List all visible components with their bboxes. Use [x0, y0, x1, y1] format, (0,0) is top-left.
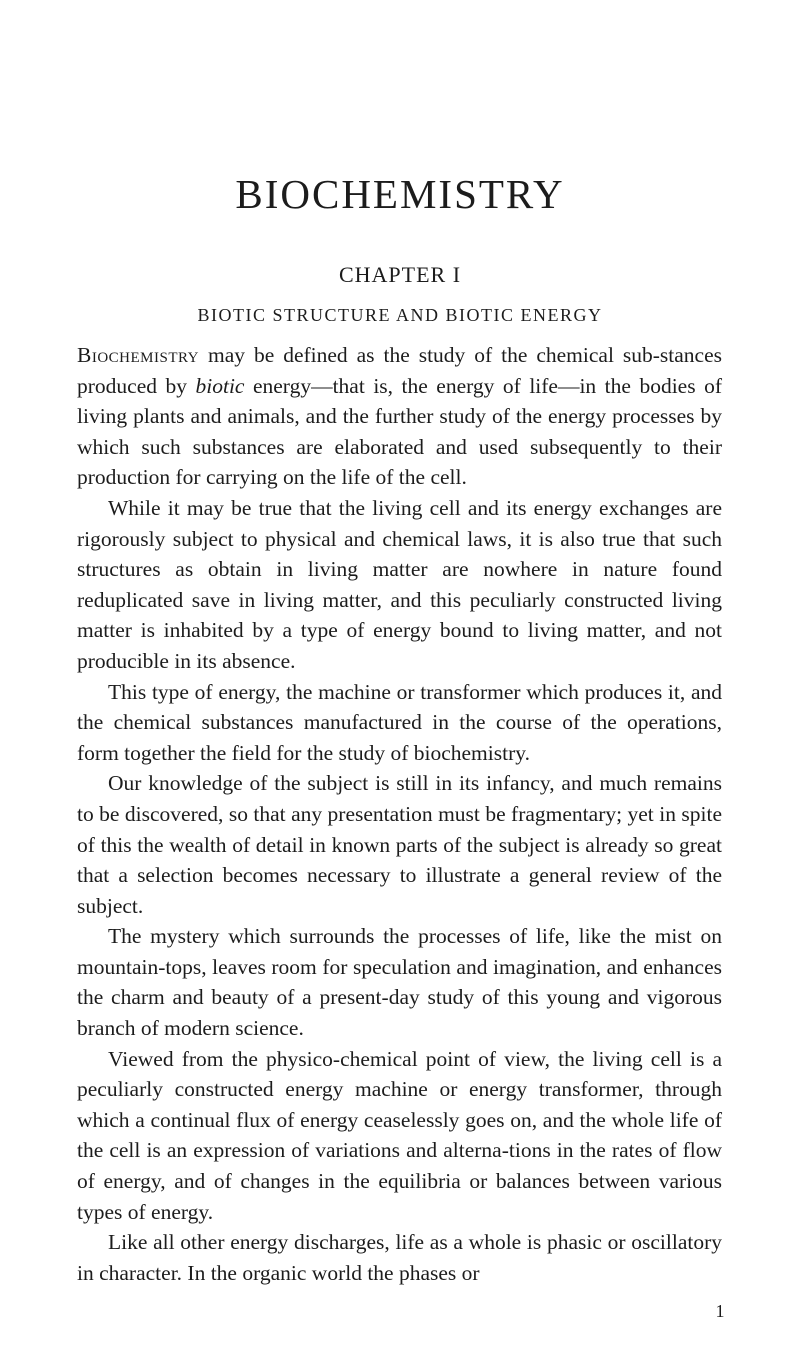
paragraph-7: Like all other energy discharges, life as a whole is phasic or oscillatory in character. In the organic world the phases or [77, 1230, 722, 1285]
paragraph-5: The mystery which surrounds the processes of life, like the mist on mountain-tops, leaves room for speculation and imagination, and enhances the charm and beauty of a present-day study of this young and vigorous branch of modern science. [77, 924, 722, 1041]
paragraph-3: This type of energy, the machine or transformer which produces it, and the chemical substances manufactured in the course of the operations, form together the field for the study of biochemistry. [77, 679, 722, 765]
lead-word: Biochemistry [77, 343, 200, 367]
paragraph-2: While it may be true that the living cell and its energy exchanges are rigorously subject to physical and chemical laws, it is also true that such structures as obtain in living matter are nowhere in nature found reduplicated save in living matter, and this peculiarly constructed living matter is inhabited by a type of energy bound to living matter, and not producible in its absence. [77, 495, 722, 673]
paragraph-1-text-a: may be defined as the study of the chemical sub-stances produced by [77, 343, 722, 398]
chapter-subtitle: BIOTIC STRUCTURE AND BIOTIC ENERGY [197, 305, 603, 325]
page-number: 1 [715, 1301, 725, 1321]
chapter-heading: CHAPTER I [338, 262, 462, 287]
book-title: BIOCHEMISTRY [235, 171, 565, 217]
paragraph-1 [77, 340, 722, 493]
emphasis-biotic: biotic [195, 373, 245, 398]
paragraph-6: Viewed from the physico-chemical point of view, the living cell is a peculiarly constructed energy machine or energy transformer, through which a continual flux of energy ceaselessly goes on, and the whole life of the cell is an expression of variations and alterna-tions in the rates of flow of energy, and of changes in the equilibria or balances between various types of energy. [77, 1046, 722, 1224]
paragraph-1-text-b: energy—that is, the energy of life—in the bodies of living plants and animals, and the further study of the energy processes by which such substances are elaborated and used subsequently to their production for carrying on the life of the cell. [77, 373, 722, 490]
body-text [77, 340, 722, 1288]
paragraph-4: Our knowledge of the subject is still in its infancy, and much remains to be discovered, so that any presentation must be fragmentary; yet in spite of this the wealth of detail in known parts of the subject is already so great that a selection becomes necessary to illustrate a general review of the subject. [77, 771, 722, 918]
